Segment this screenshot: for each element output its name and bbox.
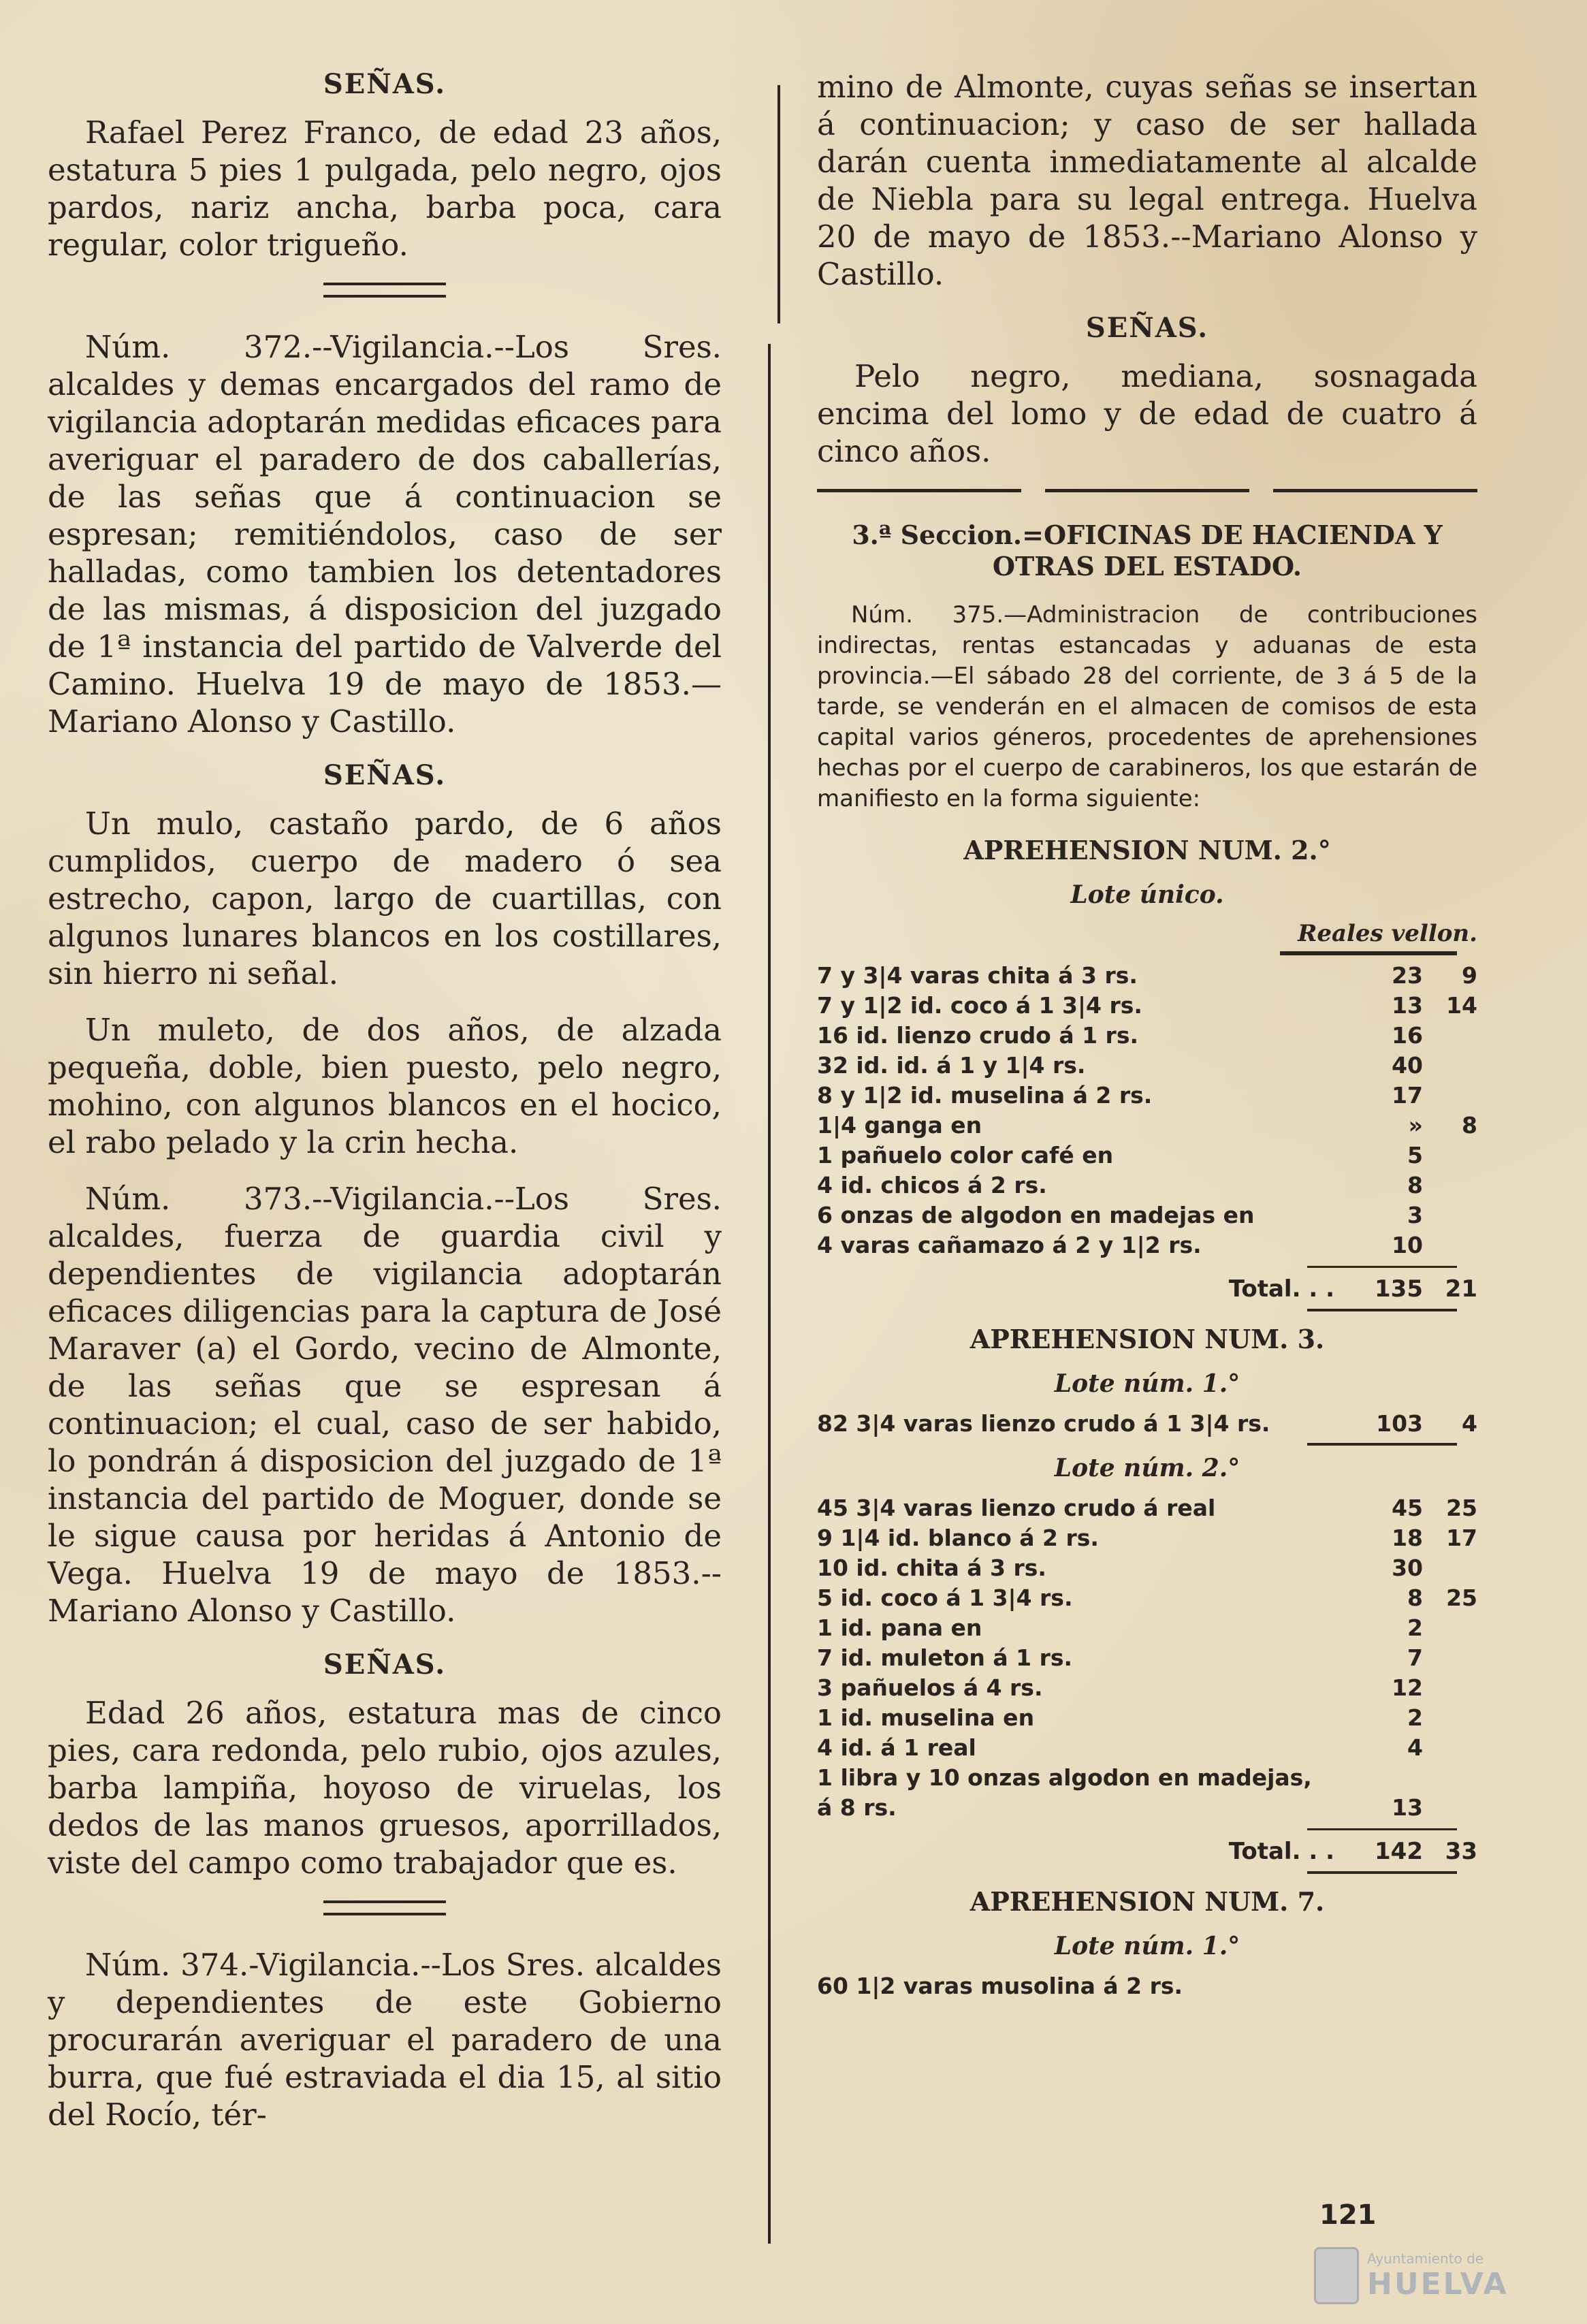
senas-heading: SEÑAS. xyxy=(1085,312,1209,344)
item-description: 3 pañuelos á 4 rs. xyxy=(817,1674,1043,1701)
rule xyxy=(1307,1443,1457,1446)
table-row xyxy=(817,961,1477,991)
table-row xyxy=(817,1171,1477,1200)
right-column xyxy=(817,68,1477,2001)
reales-value: » xyxy=(1408,1112,1423,1139)
item-description: 10 id. chita á 3 rs. xyxy=(817,1555,1046,1581)
maravedis-value: 9 xyxy=(1462,962,1477,989)
column-divider-top xyxy=(778,85,780,323)
item-description: 9 1|4 id. blanco á 2 rs. xyxy=(817,1525,1099,1551)
shield-icon xyxy=(1314,2247,1359,2304)
lote-label: Lote núm. 1.° xyxy=(1054,1932,1240,1960)
reales-value: 18 xyxy=(1392,1525,1423,1551)
reales-value: 7 xyxy=(1407,1644,1423,1671)
table-row xyxy=(817,1733,1477,1763)
table-row xyxy=(817,1081,1477,1111)
reales-value: 10 xyxy=(1392,1232,1423,1258)
aprehension-2-title: APREHENSION NUM. 2.° xyxy=(963,835,1331,865)
notice-373: Núm. 373.--Vigilancia.--Los Sres. alcaldes, fuerza de guardia civil y dependientes de vigilancia adoptarán eficaces diligencias para la captura de José Maraver (a) el Gordo, vecino de Almonte, de las señas que se espresan á continuacion; el cual, caso de ser habido, lo pondrán á disposicion del juzgado de 1ª instancia del partido de Moguer, donde se le sigue causa por heridas á Antonio de Vega. Huelva 19 de mayo de 1853.--Mariano Alonso y Castillo. xyxy=(48,1181,722,1629)
separator xyxy=(323,1900,446,1915)
reales-value: 2 xyxy=(1407,1614,1423,1641)
item-description: 4 id. chicos á 2 rs. xyxy=(817,1172,1047,1198)
table-row xyxy=(817,1230,1477,1260)
item-description: 1 pañuelo color café en xyxy=(817,1142,1114,1168)
item-description: 16 id. lienzo crudo á 1 rs. xyxy=(817,1022,1139,1049)
reales-value: 4 xyxy=(1407,1734,1423,1761)
watermark-big: HUELVA xyxy=(1367,2266,1509,2302)
total-rule xyxy=(1307,1266,1457,1268)
aprehension-3-lote-1-table xyxy=(817,1409,1477,1439)
item-description: 4 varas cañamazo á 2 y 1|2 rs. xyxy=(817,1232,1202,1258)
lote-label: Lote núm. 1.° xyxy=(1054,1369,1240,1398)
item-description: 45 3|4 varas lienzo crudo á real xyxy=(817,1495,1216,1521)
notice-372: Núm. 372.--Vigilancia.--Los Sres. alcaldes y demas encargados del ramo de vigilancia adoptarán medidas eficaces para averiguar el paradero de dos caballerías, de las señas que á continuacion se espresan; remitiéndolos, caso de ser halladas, como tambien los detentadores de las mismas, á disposicion del juzgado de 1ª instancia del partido de Valverde del Camino. Huelva 19 de mayo de 1853.— Mariano Alonso y Castillo. xyxy=(48,329,722,739)
total-maravedis: 33 xyxy=(1445,1838,1477,1865)
reales-value: 13 xyxy=(1392,992,1423,1019)
table-row xyxy=(817,1553,1477,1583)
table-row xyxy=(817,991,1477,1021)
total-label: Total. . . xyxy=(1228,1838,1334,1865)
item-description: 4 id. á 1 real xyxy=(817,1734,976,1761)
reales-value: 23 xyxy=(1392,962,1423,989)
huelva-watermark xyxy=(1314,2247,1509,2304)
senas-heading: SEÑAS. xyxy=(323,68,447,100)
item-description: 7 id. muleton á 1 rs. xyxy=(817,1644,1073,1671)
aprehension-3-title: APREHENSION NUM. 3. xyxy=(969,1324,1325,1354)
column-divider xyxy=(768,344,771,2244)
table-row xyxy=(817,1493,1477,1523)
reales-value: 2 xyxy=(1407,1704,1423,1731)
reales-value: 45 xyxy=(1392,1495,1423,1521)
header-rule xyxy=(1280,951,1457,955)
reales-value: 5 xyxy=(1407,1142,1423,1168)
item-description: 1 libra y 10 onzas algodon en madejas, xyxy=(817,1764,1312,1791)
reales-value: 16 xyxy=(1392,1022,1423,1049)
section-rule xyxy=(817,489,1477,492)
burra-description: Pelo negro, mediana, sosnagada encima del lomo y de edad de cuatro á cinco años. xyxy=(817,358,1477,469)
item-description: 8 y 1|2 id. muselina á 2 rs. xyxy=(817,1082,1153,1109)
mulo-description: Un mulo, castaño pardo, de 6 años cumplidos, cuerpo de madero ó sea estrecho, capon, largo de cuartillas, con algunos lunares blancos en los costillares, sin hierro ni señal. xyxy=(48,806,722,991)
table-row xyxy=(817,1703,1477,1733)
reales-vellon-header: Reales vellon. xyxy=(1298,920,1477,947)
aprehension-7-title: APREHENSION NUM. 7. xyxy=(969,1886,1325,1917)
under-total-rule xyxy=(1307,1871,1457,1874)
lote-label: Lote núm. 2.° xyxy=(1054,1454,1240,1482)
table-row xyxy=(817,1200,1477,1230)
reales-value: 103 xyxy=(1376,1410,1423,1437)
item-description: 82 3|4 varas lienzo crudo á 1 3|4 rs. xyxy=(817,1410,1270,1437)
reales-value: 12 xyxy=(1392,1674,1423,1701)
maravedis-value: 17 xyxy=(1446,1525,1477,1551)
maravedis-value: 25 xyxy=(1446,1585,1477,1611)
item-description: 1 id. pana en xyxy=(817,1614,982,1641)
item-description: 1 id. muselina en xyxy=(817,1704,1035,1731)
lote-label: Lote único. xyxy=(1070,880,1224,909)
notice-374-continuation: mino de Almonte, cuyas señas se insertan á continuacion; y caso de ser hallada darán cuenta inmediatamente al alcalde de Niebla para su legal entrega. Huelva 20 de mayo de 1853.--Mariano Alonso y Castillo. xyxy=(817,69,1477,292)
maravedis-value: 8 xyxy=(1462,1112,1477,1139)
table-row xyxy=(817,1793,1477,1823)
maravedis-value: 25 xyxy=(1446,1495,1477,1521)
item-description: 60 1|2 varas musolina á 2 rs. xyxy=(817,1973,1183,1999)
reales-value: 13 xyxy=(1392,1794,1423,1821)
table-row xyxy=(817,1583,1477,1613)
total-reales: 142 xyxy=(1375,1838,1423,1865)
left-column xyxy=(48,68,722,2152)
table-row xyxy=(817,1613,1477,1643)
total-maravedis: 21 xyxy=(1445,1275,1477,1303)
item-description: á 8 rs. xyxy=(817,1794,897,1821)
section-title: 3.ª Seccion.=OFICINAS DE HACIENDA Y OTRAS DEL ESTADO. xyxy=(852,520,1443,582)
item-description: 7 y 1|2 id. coco á 1 3|4 rs. xyxy=(817,992,1142,1019)
aprehension-2-table xyxy=(817,961,1477,1260)
reales-value: 17 xyxy=(1392,1082,1423,1109)
reales-value: 3 xyxy=(1407,1202,1423,1228)
table-row xyxy=(817,1051,1477,1081)
maraver-description: Edad 26 años, estatura mas de cinco pies, cara redonda, pelo rubio, ojos azules, barba lampiña, hoyoso de viruelas, los dedos de las manos gruesos, aporrillados, viste del campo como trabajador que es. xyxy=(48,1695,722,1881)
muleto-description: Un muleto, de dos años, de alzada pequeña, doble, bien puesto, pelo negro, mohino, con algunos blancos en el hocico, el rabo pelado y la crin hecha. xyxy=(48,1012,722,1160)
table-row xyxy=(817,1409,1477,1439)
table-row xyxy=(817,1643,1477,1673)
table-row xyxy=(817,1523,1477,1553)
table-row xyxy=(817,1763,1477,1793)
separator xyxy=(323,283,446,298)
senas-heading: SEÑAS. xyxy=(323,759,447,791)
maravedis-value: 4 xyxy=(1462,1410,1477,1437)
item-description: 1|4 ganga en xyxy=(817,1112,982,1139)
rafael-description: Rafael Perez Franco, de edad 23 años, estatura 5 pies 1 pulgada, pelo negro, ojos pardos, nariz ancha, barba poca, cara regular, color trigueño. xyxy=(48,114,722,263)
table-row xyxy=(817,1141,1477,1171)
item-description: 7 y 3|4 varas chita á 3 rs. xyxy=(817,962,1138,989)
item-description: 5 id. coco á 1 3|4 rs. xyxy=(817,1585,1073,1611)
notice-374: Núm. 374.-Vigilancia.--Los Sres. alcaldes y dependientes de este Gobierno procurarán averiguar el paradero de una burra, que fué estraviada el dia 15, al sitio del Rocío, tér- xyxy=(48,1947,722,2133)
item-description: 6 onzas de algodon en madejas en xyxy=(817,1202,1255,1228)
reales-value: 30 xyxy=(1392,1555,1423,1581)
total-row xyxy=(817,1836,1477,1867)
aprehension-3-lote-2-table xyxy=(817,1493,1477,1823)
table-row xyxy=(817,1111,1477,1141)
notice-375: Núm. 375.—Administracion de contribuciones indirectas, rentas estancadas y aduanas de esta provincia.—El sábado 28 del corriente, de 3 á 5 de la tarde, se venderán en el almacen de comisos de esta capital varios géneros, procedentes de aprehensiones hechas por el cuerpo de carabineros, los que estarán de manifiesto en la forma siguiente: xyxy=(817,601,1477,812)
table-row xyxy=(817,1673,1477,1703)
total-label: Total. . . xyxy=(1228,1275,1334,1303)
maravedis-value: 14 xyxy=(1446,992,1477,1019)
reales-value: 8 xyxy=(1407,1172,1423,1198)
table-row xyxy=(817,1971,1477,2001)
senas-heading: SEÑAS. xyxy=(323,1649,447,1681)
page-number: 121 xyxy=(1319,2199,1377,2231)
under-total-rule xyxy=(1307,1309,1457,1311)
total-row xyxy=(817,1273,1477,1305)
item-description: 32 id. id. á 1 y 1|4 rs. xyxy=(817,1052,1086,1079)
total-reales: 135 xyxy=(1375,1275,1423,1303)
total-rule xyxy=(1307,1828,1457,1830)
watermark-small: Ayuntamiento de xyxy=(1367,2250,1484,2267)
reales-value: 8 xyxy=(1407,1585,1423,1611)
table-row xyxy=(817,1021,1477,1051)
reales-value: 40 xyxy=(1392,1052,1423,1079)
